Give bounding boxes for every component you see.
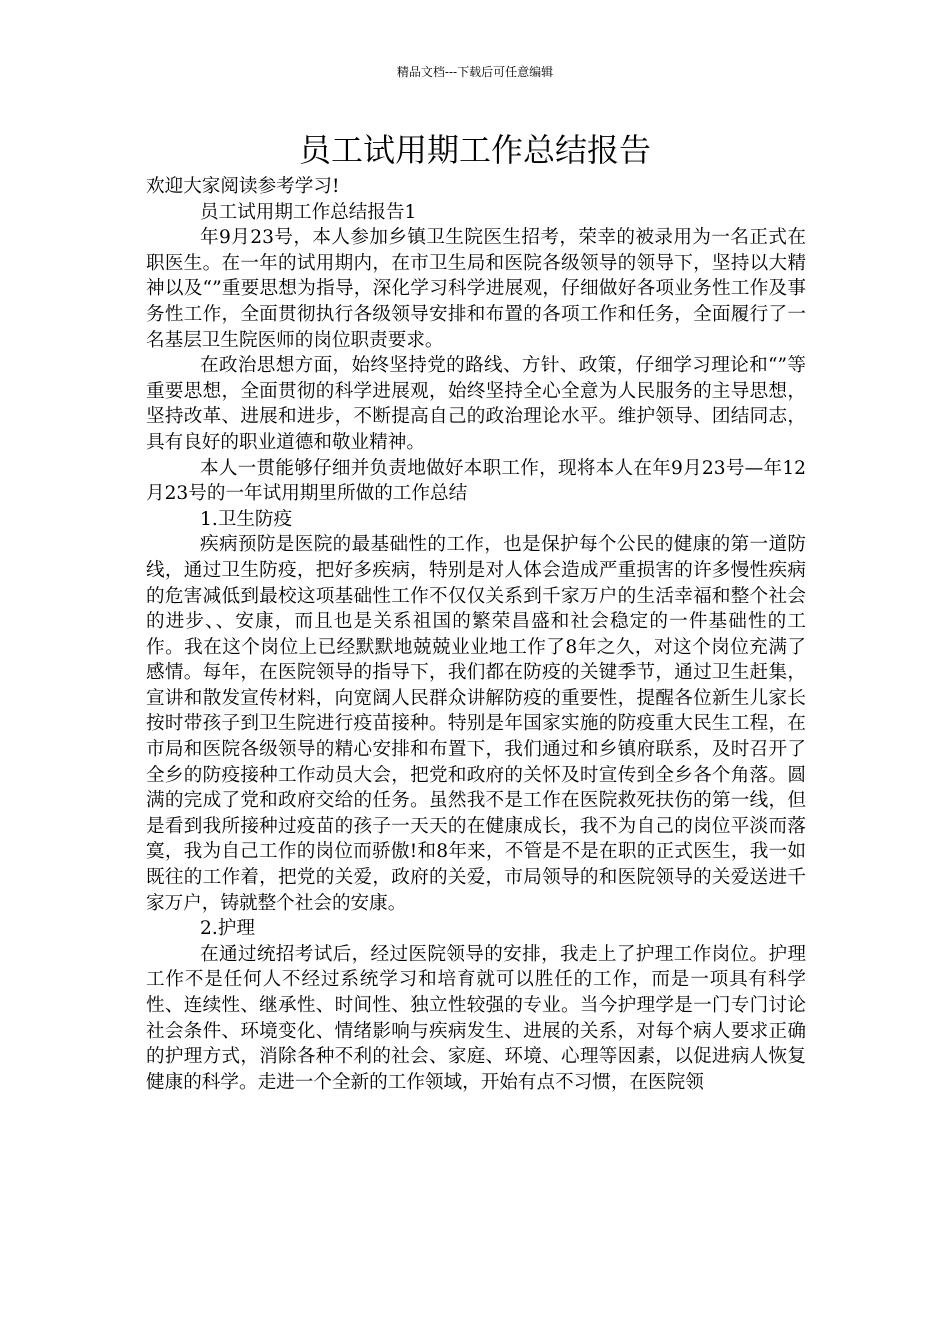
- page-header: 精品文档---下载后可任意编辑: [396, 65, 554, 79]
- paragraph: 年9月23号，本人参加乡镇卫生院医生招考，荣幸的被录用为一名正式在职医生。在一年的试用期内，在市卫生局和医院各级领导的领导下，坚持以大精神以及“”重要思想为指导，深化学习科学进展观，仔细做好各项业务性工作及事务性工作，全面贯彻执行各级领导安排和布置的各项工作和任务，全面履行了一名基层卫生院医师的岗位职责要求。: [146, 227, 806, 351]
- paragraph: 在通过统招考试后，经过医院领导的安排，我走上了护理工作岗位。护理工作不是任何人不经过系统学习和培育就可以胜任的工作，而是一项具有科学性、连续性、继承性、时间性、独立性较强的专业。当今护理学是一门专门讨论社会条件、环境变化、情绪影响与疾病发生、进展的关系，对每个病人要求正确的护理方式，消除各种不利的社会、家庭、环境、心理等因素，以促进病人恢复健康的科学。走进一个全新的工作领域，开始有点不习惯，在医院领: [146, 943, 806, 1093]
- report-subtitle: 员工试用期工作总结报告1: [200, 201, 417, 223]
- paragraph: 本人一贯能够仔细并负责地做好本职工作，现将本人在年9月23号—年12月23号的一年试用期里所做的工作总结: [146, 457, 806, 505]
- section-heading: 1.卫生防疫: [200, 508, 293, 530]
- paragraph: 疾病预防是医院的最基础性的工作，也是保护每个公民的健康的第一道防线，通过卫生防疫，把好多疾病，特别是对人体会造成严重损害的许多慢性疾病的危害减低到最校这项基础性工作不仅仅关系到千家万户的生活幸福和整个社会的进步、、安康，而且也是关系祖国的繁荣昌盛和社会稳定的一件基础性的工作。我在这个岗位上已经默默地兢兢业业地工作了8年之久，对这个岗位充满了感情。每年，在医院领导的指导下，我们都在防疫的关键季节，通过卫生赶集，宣讲和散发宣传材料，向宽阔人民群众讲解防疫的重要性，提醒各位新生儿家长按时带孩子到卫生院进行疫苗接种。特别是年国家实施的防疫重大民生工程，在市局和医院各级领导的精心安排和布置下，我们通过和乡镇府联系，及时召开了全乡的防疫接种工作动员大会，把党和政府的关怀及时宣传到全乡各个角落。圆满的完成了党和政府交给的任务。虽然我不是工作在医院救死扶伤的第一线，但是看到我所接种过疫苗的孩子一天天的在健康成长，我不为自己的岗位平淡而落寞，我为自己工作的岗位而骄傲!和8年来，不管是不是在职的正式医生，我一如既往的工作着，把党的关爱，政府的关爱，市局领导的和医院领导的关爱送进千家万户，铸就整个社会的安康。: [146, 534, 806, 914]
- welcome-line: 欢迎大家阅读参考学习!: [146, 176, 340, 197]
- section-heading: 2.护理: [200, 918, 255, 940]
- document-body: [146, 174, 806, 1095]
- paragraph: 在政治思想方面，始终坚持党的路线、方针、政策，仔细学习理论和“”等重要思想，全面贯彻的科学进展观，始终坚持全心全意为人民服务的主导思想，坚持改革、进展和进步，不断提高自己的政治理论水平。维护领导、团结同志，具有良好的职业道德和敬业精神。: [146, 355, 806, 453]
- document-title: 员工试用期工作总结报告: [298, 131, 651, 169]
